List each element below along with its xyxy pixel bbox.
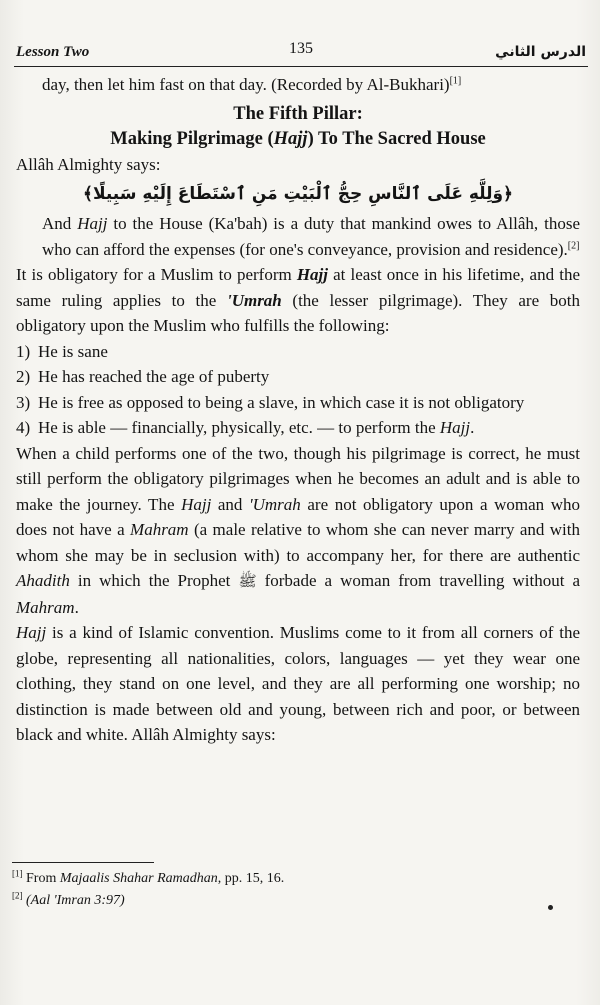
footnote-1: [1] From Majaalis Shahar Ramadhan, pp. 15, 16. [12, 868, 285, 886]
list-item: 1) He is sane [16, 341, 108, 361]
ink-dot [548, 905, 553, 910]
arabic-lesson-title: الدرس الثاني [495, 44, 586, 60]
convention-paragraph: Hajj is a kind of Islamic convention. Muslims come to it from all corners of the globe, representing all nationalities, colors, languages — yet they wear one clothing, they stand on one level, and they are all performing one worship; no distinction is made between old and young, between rich and poor, or between black and white. Allâh Almighty says: [16, 623, 580, 744]
body-text [16, 72, 580, 748]
section-heading-2: Making Pilgrimage (Hajj) To The Sacred House [110, 128, 486, 149]
footnote-divider [12, 862, 154, 863]
footnote-ref-2: [2] [567, 239, 580, 251]
list-item: 3) He is free as opposed to being a slave, in which case it is not obligatory [16, 392, 525, 412]
section-heading-1: The Fifth Pillar: [233, 103, 363, 124]
footnote-ref-1: [1] [449, 75, 462, 87]
header-divider [14, 66, 588, 67]
footnotes [12, 868, 284, 912]
verse-intro: Allâh Almighty says: [16, 154, 161, 174]
salutation-glyph: ﷺ [238, 572, 257, 590]
carryover-paragraph: day, then let him fast on that day. (Recorded by Al-Bukhari)[1] [42, 75, 462, 94]
quran-verse-arabic: ﴿وَلِلَّهِ عَلَى ٱلنَّاسِ حِجُّ ٱلْبَيْتِ مَنِ ٱسْتَطَاعَ إِلَيْهِ سَبِيلًا﴾ [82, 184, 514, 204]
child-paragraph: When a child performs one of the two, though his pilgrimage is correct, he must still perform the obligatory pilgrimages when he becomes an adult and is able to make the journey. The Hajj and 'Umrah are not obligatory upon a woman who does not have a Mahram (a male relative to whom she can never marry and with whom she may be in seclusion with) to accompany her, for there are authentic Ahadith in which the Prophet ﷺ forbade a woman from travelling without a Mahram. [16, 443, 581, 617]
lesson-label: Lesson Two [16, 44, 90, 60]
obligation-paragraph: It is obligatory for a Muslim to perform Hajj at least once in his lifetime, and the same ruling applies to the 'Umrah (the lesser pilgrimage). They are both obligatory upon the Muslim who fulfills the following: [16, 265, 580, 335]
list-item: 2) He has reached the age of puberty [16, 367, 270, 386]
footnote-2: [2] (Aal 'Imran 3:97) [12, 890, 125, 908]
page-number: 135 [289, 40, 313, 57]
list-item: 4) He is able — financially, physically, etc. — to perform the Hajj. [16, 418, 475, 437]
conditions-list [16, 339, 580, 441]
verse-translation: And Hajj to the House (Ka'bah) is a duty that mankind owes to Allâh, those who can afford the expenses (for one's conveyance, provision and residence).[2] [42, 214, 580, 259]
page-header [16, 40, 586, 64]
